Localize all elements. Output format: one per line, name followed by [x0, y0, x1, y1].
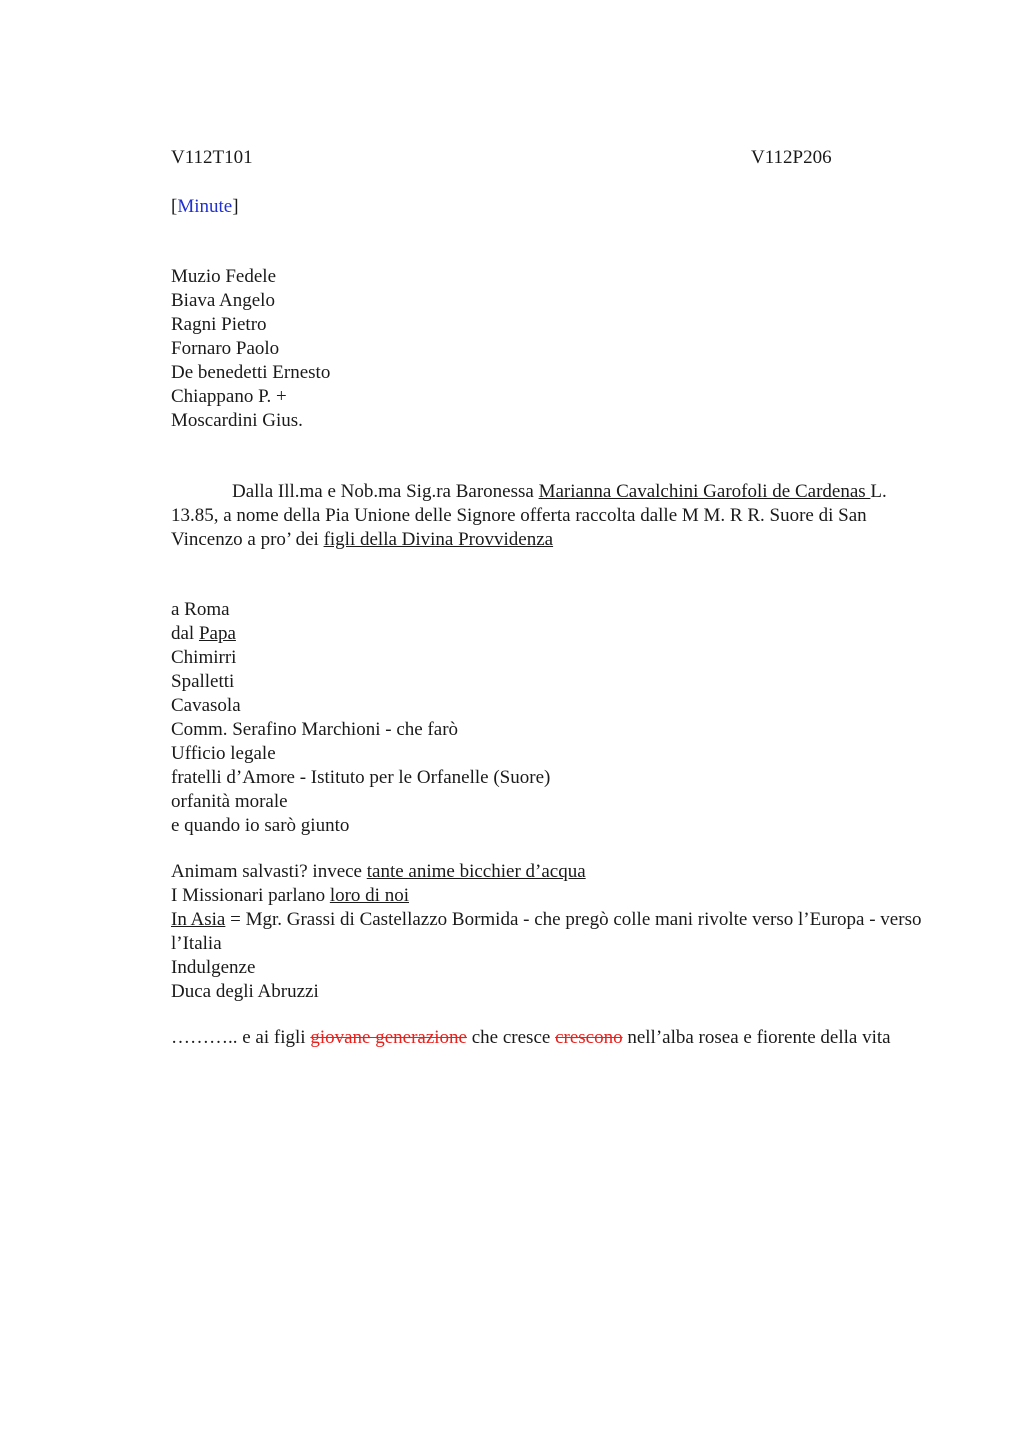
- deleted-text: crescono: [555, 1027, 623, 1048]
- donor-name: Marianna Cavalchini Garofoli de Cardenas: [538, 481, 871, 502]
- list-item: e quando io sarò giunto: [171, 815, 350, 836]
- note-line: [171, 908, 931, 956]
- list-item-underlined: Papa: [198, 623, 236, 644]
- name-item: Fornaro Paolo: [171, 338, 280, 359]
- name-item: Muzio Fedele: [171, 266, 277, 287]
- note-underlined: tante anime bicchier d’acqua: [366, 861, 586, 882]
- name-item: De benedetti Ernesto: [171, 362, 331, 383]
- closing-part-2: che cresce: [466, 1027, 556, 1048]
- note-underlined: In Asia: [171, 909, 226, 930]
- left-code-text: V112T101: [171, 147, 253, 168]
- note-line: [171, 884, 931, 908]
- note-prefix: Animam salvasti? invece: [171, 861, 367, 882]
- list-item-prefix: dal: [171, 623, 199, 644]
- list-item: [171, 622, 550, 646]
- right-code-text: V112P206: [751, 147, 832, 168]
- donation-intro: Dalla Ill.ma e Nob.ma Sig.ra Baronessa: [232, 481, 539, 502]
- list-item: Comm. Serafino Marchioni - che farò: [171, 719, 459, 740]
- closing-part-3: nell’alba rosea e fiorente della vita: [622, 1027, 891, 1048]
- list-item: Cavasola: [171, 695, 241, 716]
- name-item: Moscardini Gius.: [171, 410, 303, 431]
- deleted-text: giovane generazione: [310, 1027, 467, 1048]
- minute-link[interactable]: Minute: [177, 196, 233, 217]
- donation-paragraph: [171, 480, 931, 552]
- notes-list: [171, 860, 931, 1004]
- name-item: Chiappano P. +: [171, 386, 287, 407]
- note-underlined: loro di noi: [329, 885, 409, 906]
- minute-open-bracket: [: [171, 196, 178, 217]
- name-item: Ragni Pietro: [171, 314, 267, 335]
- note-line: [171, 860, 931, 884]
- closing-paragraph: [171, 1026, 931, 1050]
- list-item: a Roma: [171, 599, 230, 620]
- document-code-left: [171, 146, 253, 170]
- list-item: Ufficio legale: [171, 743, 276, 764]
- donation-body: L. 13.85, a nome della Pia Unione delle Signore offerta raccolta dalle M M. R R. Suore di San Vincenzo a pro’ dei: [171, 481, 887, 550]
- closing-part-1: ……….. e ai figli: [171, 1027, 311, 1048]
- list-item: Chimirri: [171, 647, 237, 668]
- list-item: fratelli d’Amore - Istituto per le Orfanelle (Suore): [171, 767, 551, 788]
- note-line: Indulgenze: [171, 957, 256, 978]
- minute-close-bracket: ]: [232, 196, 239, 217]
- minute-label: [171, 195, 239, 219]
- roma-list: [171, 598, 550, 838]
- list-item: orfanità morale: [171, 791, 288, 812]
- note-line: Duca degli Abruzzi: [171, 981, 319, 1002]
- donation-beneficiary: figli della Divina Provvidenza: [323, 529, 554, 550]
- names-list: [171, 265, 330, 433]
- note-rest: = Mgr. Grassi di Castellazzo Bormida - che pregò colle mani rivolte verso l’Europa - verso l’Italia: [171, 909, 922, 954]
- document-code-right: [751, 146, 832, 170]
- name-item: Biava Angelo: [171, 290, 275, 311]
- note-prefix: I Missionari parlano: [171, 885, 330, 906]
- list-item: Spalletti: [171, 671, 235, 692]
